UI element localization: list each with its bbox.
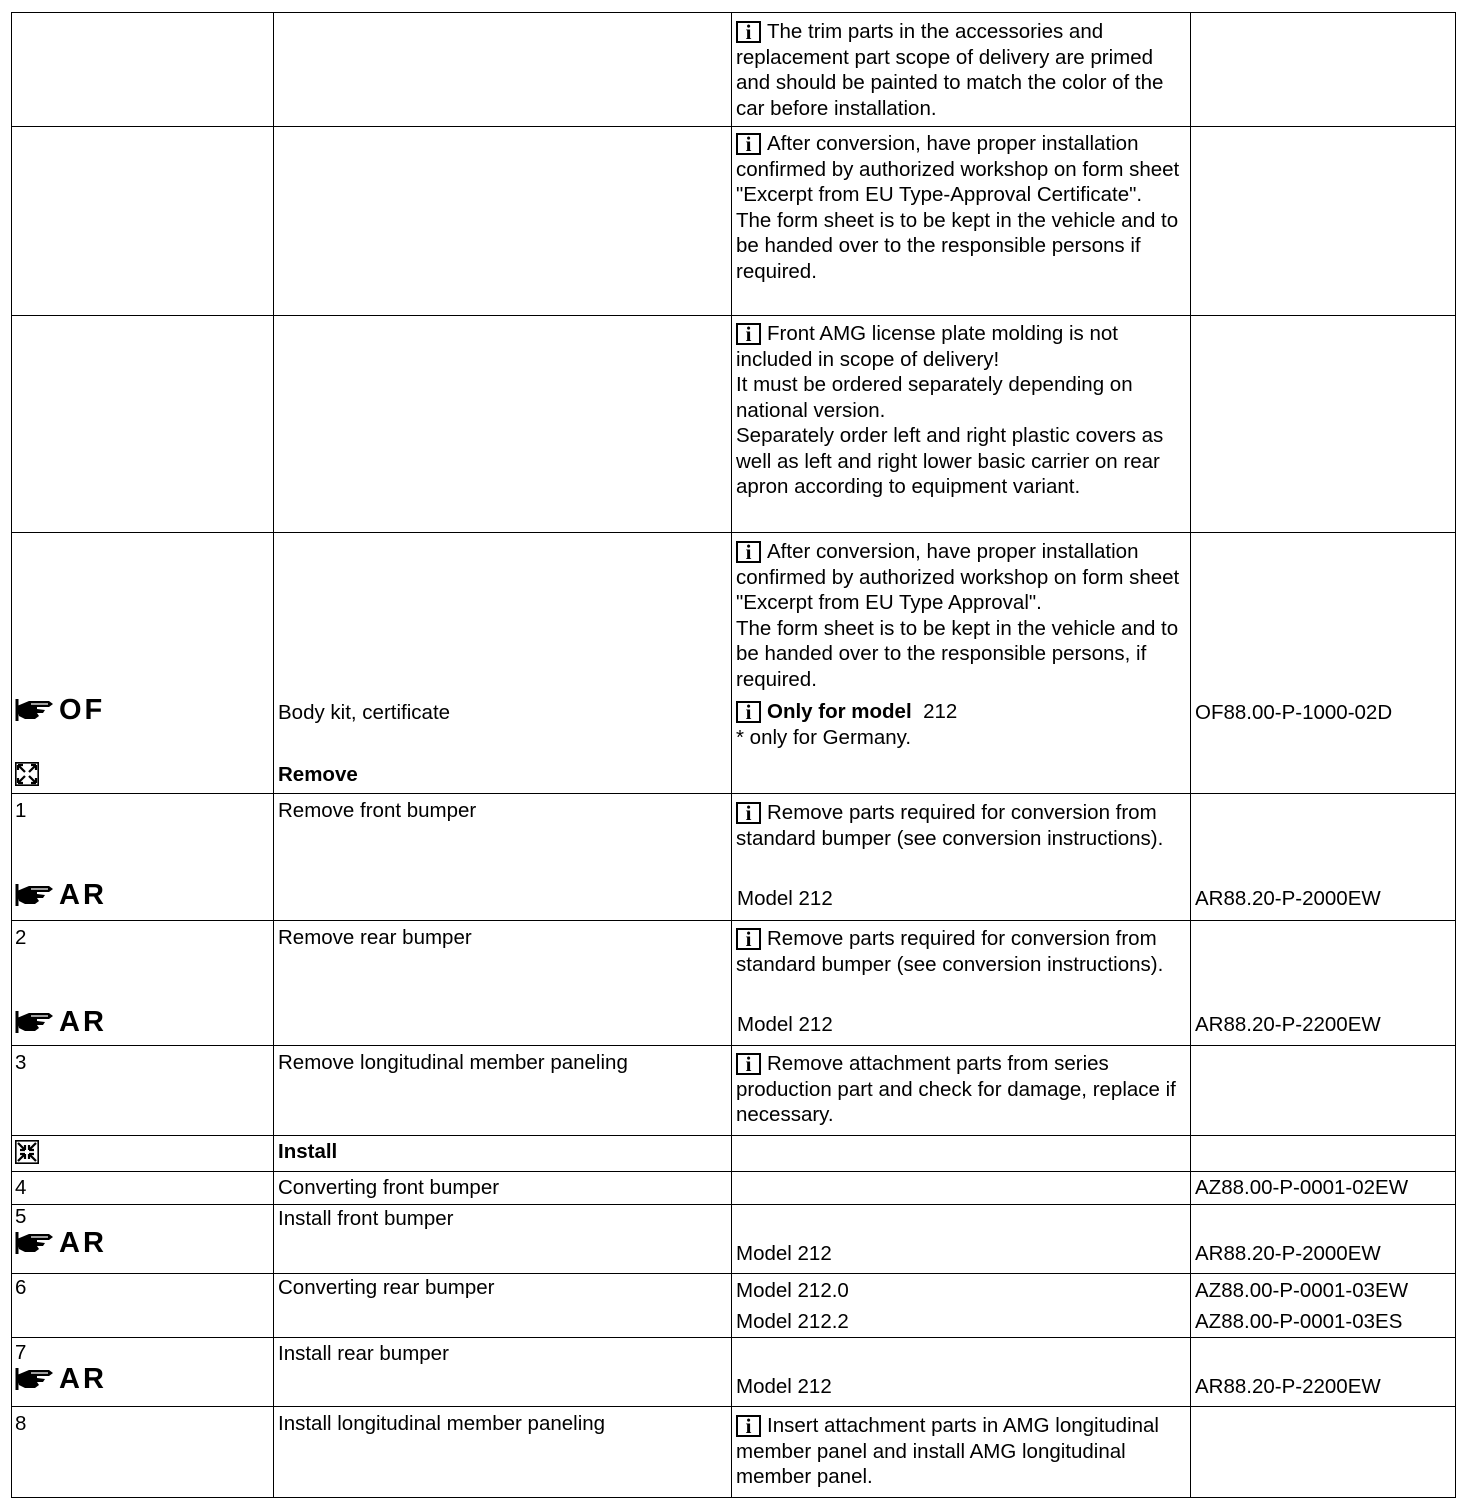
note-cell <box>732 921 1191 1046</box>
model-text: Model 212 <box>732 1338 1191 1407</box>
step-text: Install longitudinal member paneling <box>274 1407 732 1498</box>
note-text: The trim parts in the accessories and replacement part scope of delivery are primed and should be painted to match the color of the car before installation. <box>736 20 1164 120</box>
document-reference[interactable]: AR88.20-P-2200EW <box>1195 1013 1381 1036</box>
pointing-hand-icon <box>15 1009 55 1035</box>
document-reference[interactable]: AZ88.00-P-0001-03ES <box>1195 1310 1403 1333</box>
document-reference[interactable]: OF88.00-P-1000-02D <box>1195 701 1393 724</box>
note-cell <box>732 316 1191 533</box>
model-restriction-label: Only for model <box>767 700 912 723</box>
table-row <box>12 1407 1456 1498</box>
reference-type: AR <box>59 1363 107 1395</box>
reference-type: AR <box>59 879 107 911</box>
procedure-table <box>11 12 1456 1498</box>
install-symbol-icon <box>15 1140 39 1164</box>
table-row <box>12 921 1456 1046</box>
document-reference[interactable]: AZ88.00-P-0001-02EW <box>1191 1172 1456 1205</box>
model-text: Model 212 <box>737 887 833 910</box>
note-text: The form sheet is to be kept in the vehicle and to be handed over to the responsible persons, if required. <box>736 616 1179 691</box>
table-row <box>12 1172 1456 1205</box>
note-text: Insert attachment parts in AMG longitudinal member panel and install AMG longitudinal member panel. <box>736 1414 1159 1488</box>
note-text: Remove attachment parts from series production part and check for damage, replace if necessary. <box>736 1052 1176 1126</box>
table-row <box>12 1274 1456 1338</box>
note-text: Separately order left and right plastic covers as well as left and right lower basic carrier on rear apron according to equipment variant. <box>736 424 1164 498</box>
note-text: After conversion, have proper installation confirmed by authorized workshop on form sheet "Excerpt from EU Type-Approval Certificate". <box>736 132 1180 206</box>
remove-symbol-icon <box>15 762 39 786</box>
reference-link[interactable] <box>15 1228 107 1258</box>
note-cell <box>732 127 1191 316</box>
reference-link[interactable] <box>15 695 105 725</box>
info-icon: i <box>736 323 761 345</box>
document-reference[interactable]: AR88.20-P-2000EW <box>1195 887 1381 910</box>
step-number: 8 <box>12 1407 274 1498</box>
reference-type: OF <box>59 694 106 726</box>
table-row <box>12 316 1456 533</box>
info-icon: i <box>736 928 761 950</box>
step-number: 5 <box>15 1205 27 1228</box>
model-text: Model 212 <box>737 1013 833 1036</box>
step-text: Body kit, certificate <box>278 701 451 724</box>
pointing-hand-icon <box>15 882 55 908</box>
info-icon: i <box>736 1053 761 1075</box>
step-text: Remove longitudinal member paneling <box>274 1046 732 1136</box>
note-cell <box>732 533 1191 794</box>
document-reference[interactable]: AZ88.00-P-0001-03EW <box>1195 1279 1409 1302</box>
step-number: 1 <box>15 799 27 822</box>
table-row <box>12 13 1456 127</box>
note-cell <box>732 794 1191 921</box>
note-text: The form sheet is to be kept in the vehicle and to be handed over to the responsible persons if required. <box>736 208 1179 283</box>
section-heading-install: Install <box>274 1136 732 1172</box>
document-reference[interactable]: AR88.20-P-2000EW <box>1191 1205 1456 1274</box>
table-row <box>12 1205 1456 1274</box>
info-icon: i <box>736 701 761 723</box>
table-row <box>12 127 1456 316</box>
table-row <box>12 1338 1456 1407</box>
reference-link[interactable] <box>15 1007 107 1037</box>
document-reference[interactable]: AR88.20-P-2200EW <box>1191 1338 1456 1407</box>
step-number: 4 <box>12 1172 274 1205</box>
note-text: It must be ordered separately depending on national version. <box>736 373 1133 422</box>
step-number: 3 <box>12 1046 274 1136</box>
info-icon: i <box>736 802 761 824</box>
step-text: Install front bumper <box>274 1205 732 1274</box>
note-text: * only for Germany. <box>736 725 912 749</box>
note-text: Remove parts required for conversion from standard bumper (see conversion instructions). <box>736 927 1164 976</box>
info-icon: i <box>736 21 761 43</box>
note-text: Front AMG license plate molding is not included in scope of delivery! <box>736 322 1118 371</box>
pointing-hand-icon <box>15 1366 55 1392</box>
step-number: 6 <box>12 1274 274 1338</box>
step-number: 2 <box>15 926 27 949</box>
reference-link[interactable] <box>15 880 107 910</box>
model-text: Model 212 <box>732 1205 1191 1274</box>
info-icon: i <box>736 1415 761 1437</box>
step-text: Remove front bumper <box>274 794 732 921</box>
info-icon: i <box>736 541 761 563</box>
info-icon: i <box>736 133 761 155</box>
pointing-hand-icon <box>15 1230 55 1256</box>
step-number: 7 <box>15 1341 27 1364</box>
step-text: Converting front bumper <box>274 1172 732 1205</box>
note-cell <box>732 1407 1191 1498</box>
step-text: Install rear bumper <box>274 1338 732 1407</box>
note-cell <box>732 13 1191 127</box>
table-row <box>12 533 1456 794</box>
table-row <box>12 794 1456 921</box>
reference-type: AR <box>59 1006 107 1038</box>
step-text: Converting rear bumper <box>274 1274 732 1338</box>
note-cell <box>732 1046 1191 1136</box>
pointing-hand-icon <box>15 697 55 723</box>
section-heading-remove: Remove <box>278 763 358 786</box>
table-row <box>12 1046 1456 1136</box>
model-number: 212 <box>923 700 958 723</box>
step-text: Remove rear bumper <box>274 921 732 1046</box>
note-text: After conversion, have proper installation confirmed by authorized workshop on form sheet "Excerpt from EU Type Approval". <box>736 540 1180 614</box>
model-text: Model 212.0 <box>736 1279 849 1302</box>
note-text: Remove parts required for conversion from standard bumper (see conversion instructions). <box>736 801 1164 850</box>
table-row <box>12 1136 1456 1172</box>
model-text: Model 212.2 <box>736 1310 849 1333</box>
reference-link[interactable] <box>15 1364 107 1394</box>
reference-type: AR <box>59 1227 107 1259</box>
